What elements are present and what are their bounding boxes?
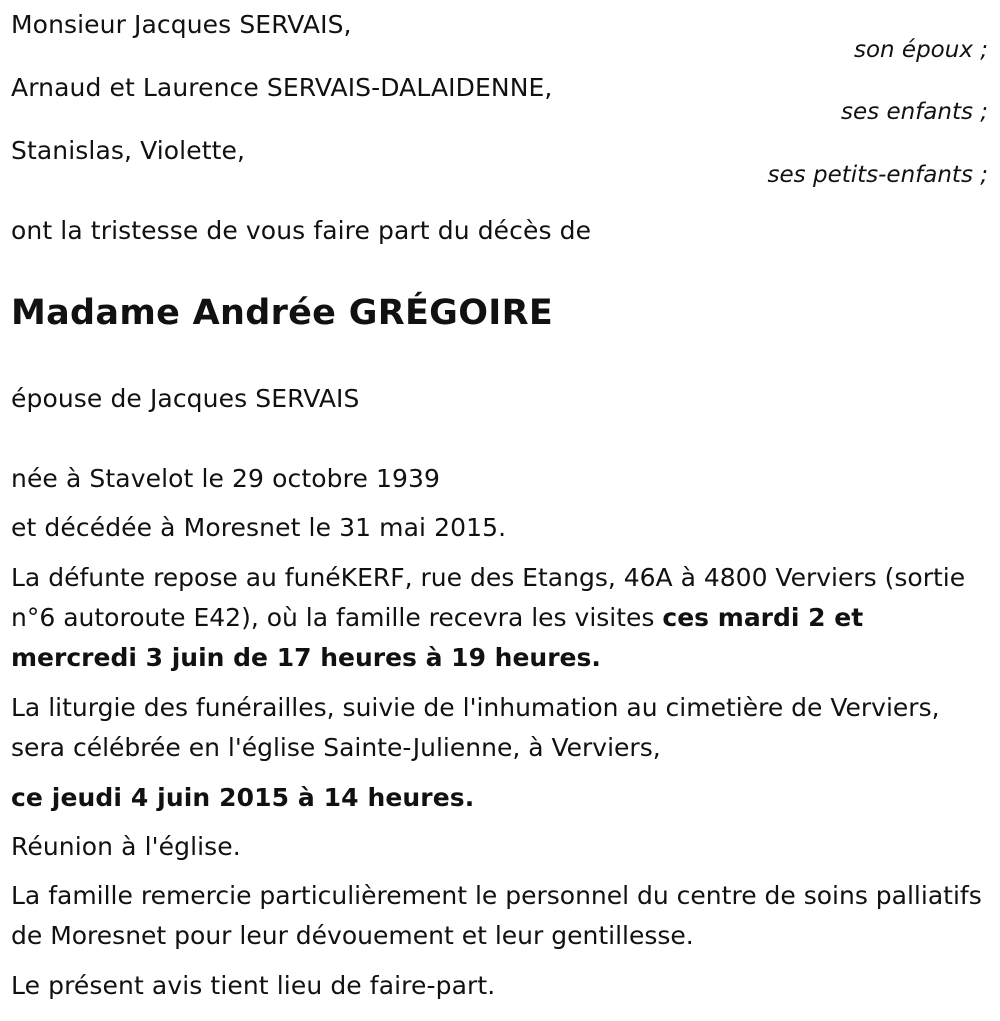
- announcement-text: ont la tristesse de vous faire part du décès de: [11, 216, 592, 245]
- grandchildren-names: Stanislas, Violette,: [11, 136, 246, 165]
- death-text: et décédée à Moresnet le 31 mai 2015.: [11, 513, 507, 542]
- birth-text: née à Stavelot le 29 octobre 1939: [11, 464, 440, 493]
- funeral-date: ce jeudi 4 juin 2015 à 14 heures.: [11, 783, 475, 812]
- children-role: ses enfants ;: [841, 99, 988, 125]
- funeral-paragraph: La liturgie des funérailles, suivie de l'inhumation au cimetière de Verviers, sera célébrée en l'église Sainte-Julienne, à Verviers,: [11, 693, 940, 762]
- children-names: Arnaud et Laurence SERVAIS-DALAIDENNE,: [11, 73, 553, 102]
- visitation-times: ces mardi 2 et mercredi 3 juin de 17 heures à 19 heures.: [11, 603, 864, 672]
- thanks-paragraph: La famille remercie particulièrement le personnel du centre de soins palliatifs de Moresnet pour leur dévouement et leur gentillesse.: [11, 881, 982, 950]
- visitation-paragraph: [11, 558, 986, 678]
- visitation-text: La défunte repose au funéKERF, rue des Etangs, 46A à 4800 Verviers (sortie n°6 autoroute E42), où la famille recevra les visites: [11, 563, 966, 632]
- closing-text: Le présent avis tient lieu de faire-part.: [11, 971, 496, 1000]
- spouse-name: Monsieur Jacques SERVAIS,: [11, 10, 352, 39]
- meeting-text: Réunion à l'église.: [11, 832, 241, 861]
- spouse-of-text: épouse de Jacques SERVAIS: [11, 384, 360, 413]
- spouse-role: son époux ;: [853, 37, 988, 63]
- grandchildren-role: ses petits-enfants ;: [767, 162, 988, 188]
- deceased-name: Madame Andrée GRÉGOIRE: [11, 293, 554, 333]
